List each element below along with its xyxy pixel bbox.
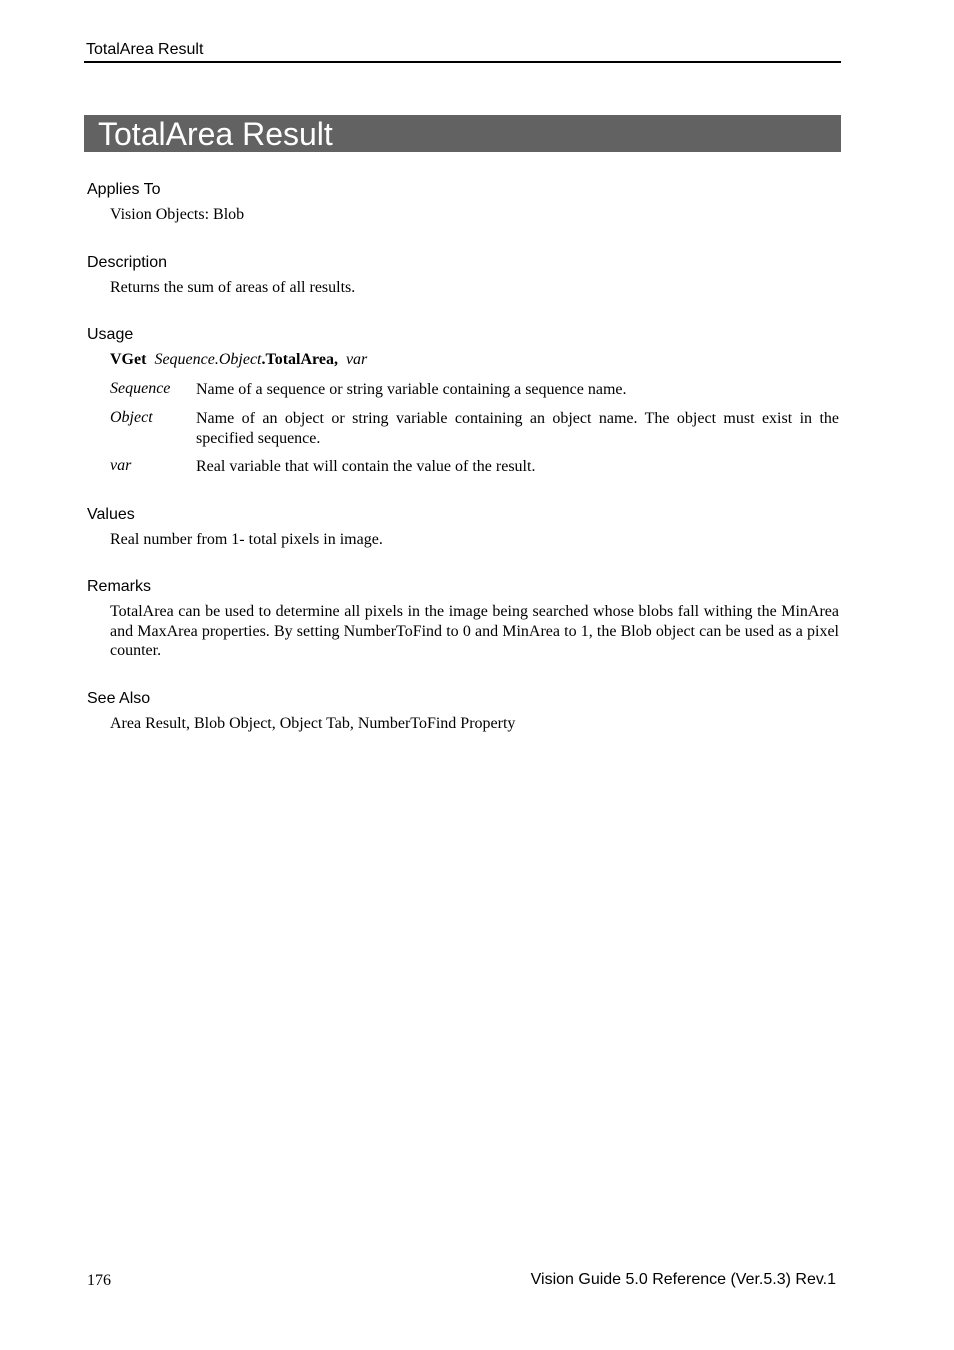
param-def-object: Name of an object or string variable containing an object name. The object must exist in the specified sequence. [196, 410, 839, 447]
applies-to-text: Vision Objects: Blob [110, 206, 245, 223]
header-rule [84, 61, 841, 63]
see-also-heading: See Also [87, 690, 151, 707]
syntax-var: var [345, 351, 368, 368]
param-term-sequence: Sequence [110, 380, 171, 397]
description-text: Returns the sum of areas of all results. [110, 279, 356, 296]
title-bar [84, 115, 841, 152]
syntax-command: VGet [110, 351, 147, 368]
description-heading: Description [87, 254, 168, 271]
remarks-text: TotalArea can be used to determine all pixels in the image being searched whose blobs fall withing the MinArea and MaxArea properties. By setting NumberToFind to 0 and MinArea to 1, the Blob object can be used as a pixel counter. [110, 603, 839, 659]
param-def-var: Real variable that will contain the value of the result. [196, 458, 536, 475]
syntax-property: .TotalArea, [261, 351, 338, 368]
values-heading: Values [87, 506, 135, 523]
syntax-arg: Sequence.Object [154, 351, 262, 368]
running-header: TotalArea Result [86, 41, 204, 58]
remarks-heading: Remarks [87, 578, 152, 595]
footer-doc-title: Vision Guide 5.0 Reference (Ver.5.3) Rev.1 [530, 1271, 836, 1288]
usage-heading: Usage [87, 326, 134, 343]
param-def-sequence: Name of a sequence or string variable containing a sequence name. [196, 381, 627, 398]
param-term-var: var [110, 457, 132, 474]
see-also-text: Area Result, Blob Object, Object Tab, NumberToFind Property [110, 715, 516, 732]
applies-to-heading: Applies To [87, 181, 161, 198]
page-number: 176 [87, 1272, 111, 1289]
param-term-object: Object [110, 409, 153, 426]
values-text: Real number from 1- total pixels in image. [110, 531, 383, 548]
usage-syntax [110, 351, 367, 369]
page-title: TotalArea Result [98, 116, 333, 152]
